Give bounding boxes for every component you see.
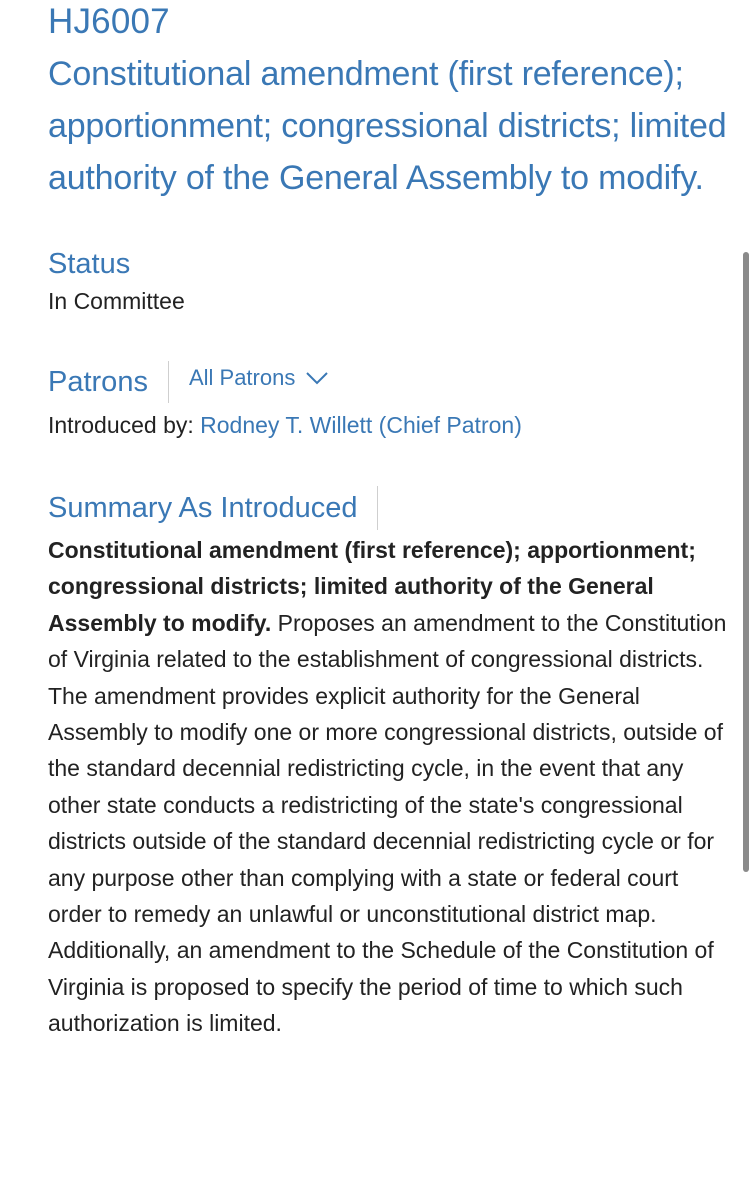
introduced-prefix: Introduced by: — [48, 412, 194, 438]
all-patrons-label: All Patrons — [188, 365, 296, 390]
patrons-header — [48, 360, 738, 404]
status-value: In Committee — [48, 288, 185, 314]
scrollbar[interactable] — [743, 252, 749, 872]
bill-page — [48, 0, 738, 1042]
summary-divider — [377, 486, 378, 530]
chief-patron-link[interactable]: Rodney T. Willett (Chief Patron) — [200, 412, 522, 438]
chevron-down-icon — [305, 371, 329, 385]
patrons-section — [48, 360, 738, 442]
status-section — [48, 244, 738, 318]
bill-id: HJ6007 — [48, 2, 170, 41]
summary-bold-lead: Constitutional amendment (first reference); apportionment; congressional districts; limited authority of the General Assembly to modify. — [48, 537, 696, 636]
introduced-by — [48, 408, 738, 442]
status-label: Status — [48, 248, 131, 280]
summary-body: Proposes an amendment to the Constitution of Virginia related to the establishment of congressional districts. The amendment provides explicit authority for the General Assembly to modify one or more congressional districts, outside of the standard decennial redistricting cycle, in the event that any other state conducts a redistricting of the state's congressional districts outside of the standard decennial redistricting cycle or for any purpose other than complying with a state or federal court order to remedy an unlawful or unconstitutional district map. Additionally, an amendment to the Schedule of the Constitution of Virginia is proposed to specify the period of time to which such authorization is limited. — [48, 609, 727, 1037]
summary-header — [48, 486, 738, 530]
patrons-label: Patrons — [48, 366, 148, 398]
summary-label: Summary As Introduced — [48, 492, 358, 524]
patrons-divider — [168, 361, 169, 403]
bill-title: Constitutional amendment (first reference); apportionment; congressional districts; limited authority of the General Assembly to modify. — [48, 55, 727, 197]
summary-text — [48, 532, 738, 1042]
summary-section — [48, 486, 738, 1042]
all-patrons-dropdown[interactable] — [189, 365, 329, 391]
